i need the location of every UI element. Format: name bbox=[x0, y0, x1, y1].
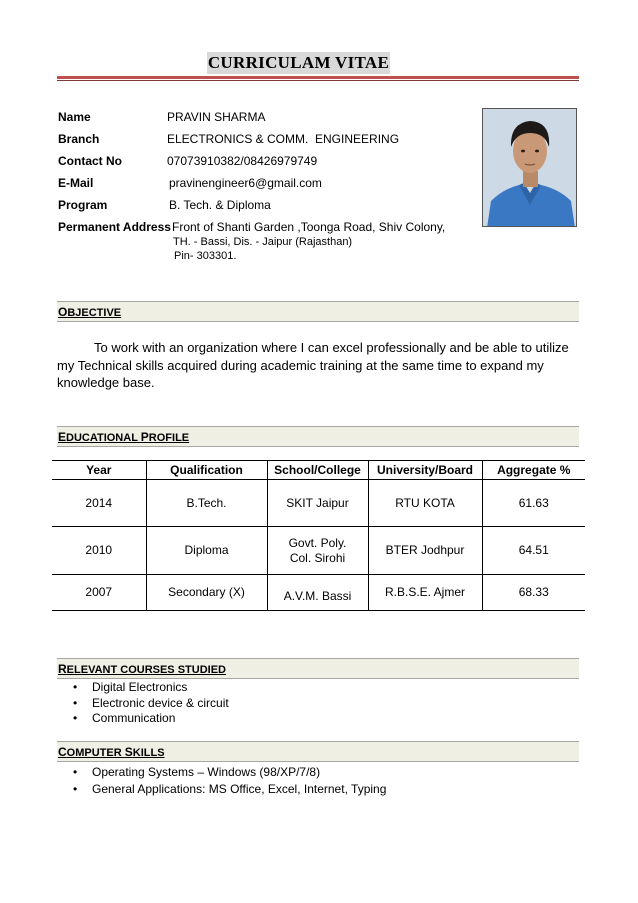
address-line3: Pin- 303301. bbox=[174, 250, 237, 262]
cell-qualification: Diploma bbox=[146, 527, 267, 575]
skills-heading: COMPUTER SKILLS bbox=[57, 741, 579, 762]
email-label: E-Mail bbox=[58, 176, 94, 190]
cell-university: R.B.S.E. Ajmer bbox=[368, 575, 482, 611]
address-label: Permanent Address bbox=[58, 220, 171, 234]
objective-heading: OBJECTIVE bbox=[57, 301, 579, 322]
header-year: Year bbox=[52, 461, 146, 480]
name-value: PRAVIN SHARMA bbox=[167, 110, 266, 124]
header-university: University/Board bbox=[368, 461, 482, 480]
courses-list bbox=[57, 680, 229, 727]
name-label: Name bbox=[58, 110, 91, 124]
list-item: • Operating Systems – Windows (98/XP/7/8) bbox=[57, 764, 386, 781]
list-item: • Communication bbox=[57, 711, 229, 727]
address-line1: Front of Shanti Garden ,Toonga Road, Shiv Colony, bbox=[172, 220, 446, 234]
cell-university: RTU KOTA bbox=[368, 480, 482, 527]
table-row bbox=[52, 575, 585, 611]
cell-school: A.V.M. Bassi bbox=[267, 575, 368, 611]
objective-text: To work with an organization where I can excel professionally and be able to utilize my Technical skills acquired during academic training at the same time to expand my knowledge base. bbox=[57, 340, 569, 390]
branch-value: ELECTRONICS & COMM. ENGINEERING bbox=[167, 132, 400, 146]
list-item: • Digital Electronics bbox=[57, 680, 229, 696]
table-header-row bbox=[52, 461, 585, 480]
cell-qualification: Secondary (X) bbox=[146, 575, 267, 611]
title-rule-underline bbox=[57, 80, 579, 81]
cell-aggregate: 64.51 bbox=[482, 527, 585, 575]
program-value: B. Tech. & Diploma bbox=[169, 198, 271, 212]
cell-aggregate: 61.63 bbox=[482, 480, 585, 527]
header-qualification: Qualification bbox=[146, 461, 267, 480]
email-value: pravinengineer6@gmail.com bbox=[169, 176, 322, 190]
cell-year: 2007 bbox=[52, 575, 146, 611]
education-heading: EDUCATIONAL PROFILE bbox=[57, 426, 579, 447]
address-line2: TH. - Bassi, Dis. - Jaipur (Rajasthan) bbox=[173, 236, 353, 248]
contact-label: Contact No bbox=[58, 154, 122, 168]
program-label: Program bbox=[58, 198, 108, 212]
cell-year: 2014 bbox=[52, 480, 146, 527]
list-item: • General Applications: MS Office, Excel, Internet, Typing bbox=[57, 781, 386, 798]
cv-title: CURRICULAM VITAE bbox=[207, 53, 390, 72]
profile-photo bbox=[482, 108, 577, 227]
cell-qualification: B.Tech. bbox=[146, 480, 267, 527]
table-row bbox=[52, 527, 585, 575]
table-row bbox=[52, 480, 585, 527]
courses-heading: RELEVANT COURSES STUDIED bbox=[57, 658, 579, 679]
skills-list bbox=[57, 764, 386, 798]
branch-label: Branch bbox=[58, 132, 100, 146]
header-school: School/College bbox=[267, 461, 368, 480]
cell-aggregate: 68.33 bbox=[482, 575, 585, 611]
cell-year: 2010 bbox=[52, 527, 146, 575]
education-table bbox=[52, 460, 585, 611]
cell-school: Govt. Poly. Col. Sirohi bbox=[267, 527, 368, 575]
cell-school: SKIT Jaipur bbox=[267, 480, 368, 527]
header-aggregate: Aggregate % bbox=[482, 461, 585, 480]
title-rule bbox=[57, 76, 579, 79]
list-item: • Electronic device & circuit bbox=[57, 696, 229, 712]
contact-value: 07073910382/08426979749 bbox=[167, 154, 318, 168]
cell-university: BTER Jodhpur bbox=[368, 527, 482, 575]
